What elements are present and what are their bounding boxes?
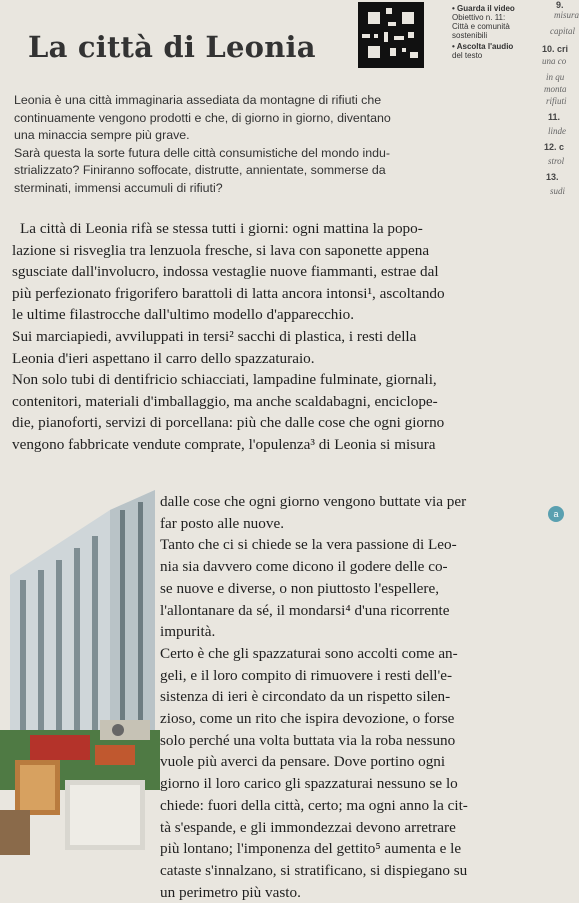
- text-line: Tanto che ci si chiede se la vera passione di Leo-: [160, 536, 457, 554]
- main-text: [12, 218, 552, 456]
- margin-notes: 9. misura capital 10. cri una co in qu monta rifiuti 11. linde 12. c strol 13. sudi: [542, 0, 579, 196]
- text-line: die, pianoforti, servizi di porcellana: più che dalle cose che ogni giorno: [12, 414, 445, 432]
- text-line: sistenza di ieri è circondato da un rispetto silen-: [160, 688, 451, 706]
- text-line: impurità.: [160, 623, 216, 641]
- qr-code-icon[interactable]: [358, 2, 424, 68]
- text-line: chiede: fuori della città, certo; ma ogni anno la cit-: [160, 796, 468, 814]
- text-line: Non solo tubi di dentifricio schiacciati, lampadine fulminate, giornali,: [12, 371, 437, 389]
- text-line: vengono fabbricate vendute comprate, l'opulenza³ di Leonia si misura: [12, 435, 436, 453]
- intro-text: [14, 92, 514, 197]
- text-line: sgusciate dall'involucro, indossa vestaglie nuove fiammanti, estrae dal: [12, 263, 439, 281]
- text-line: cataste s'innalzano, si stratificano, si dispiegano su: [160, 861, 468, 879]
- intro-line: strializzato? Finiranno soffocate, distrutte, annientate, sommerse da: [14, 163, 386, 177]
- text-line: lazione si risveglia tra lenzuola fresche, si lava con saponette appena: [12, 241, 430, 259]
- audio-link[interactable]: • Ascolta l'audio: [452, 42, 514, 51]
- text-line: Sui marciapiedi, avviluppati in tersi² sacchi di plastica, i resti della: [12, 327, 417, 345]
- text-line: se nuove e diverse, o non piuttosto l'espellere,: [160, 579, 439, 597]
- text-line: Certo è che gli spazzaturai sono accolti come an-: [160, 644, 458, 662]
- text-line: La città di Leonia rifà se stessa tutti i giorni: ogni mattina la popo-: [20, 220, 423, 237]
- text-line: geli, e il loro compito di rimuovere i resti dell'e-: [160, 666, 453, 684]
- intro-line: Sarà questa la sorte futura delle città consumistiche del mondo indu-: [14, 145, 391, 160]
- text-line: giorno il loro carico gli spazzaturai nessuno se lo: [160, 775, 458, 793]
- text-line: più perfezionato frigorifero barattoli di latta ancora intonsi¹, ascoltando: [12, 284, 445, 302]
- text-line: un perimetro più vasto.: [160, 883, 301, 901]
- intro-line: Leonia è una città immaginaria assediata da montagne di rifiuti che: [14, 93, 382, 107]
- illustration-waste-building: [0, 480, 160, 875]
- text-line: tà s'espande, e gli immondezzai devono arretrare: [160, 818, 456, 836]
- qr-notes: • Guarda il video Obiettivo n. 11: Città e comunità sostenibili • Ascolta l'audio del testo: [452, 4, 542, 60]
- side-badge-icon: a: [548, 506, 564, 522]
- column-text: [160, 491, 545, 903]
- text-line: l'allontanare da sé, il mondarsi⁴ d'una ricorrente: [160, 601, 450, 619]
- intro-line: sterminati, immensi accumuli di rifiuti?: [14, 180, 223, 195]
- page-title: La città di Leonia: [28, 30, 316, 64]
- text-line: nia sia davvero come dicono il godere delle co-: [160, 558, 448, 576]
- text-line: solo perché una volta buttata via la roba nessuno: [160, 731, 456, 749]
- text-line: zioso, come un rito che ispira devozione, o forse: [160, 710, 455, 728]
- video-link[interactable]: • Guarda il video: [452, 4, 515, 13]
- text-line: contenitori, materiali d'imballaggio, ma anche scaldabagni, enciclope-: [12, 392, 438, 410]
- intro-line: una minaccia sempre più grave.: [14, 128, 190, 142]
- text-line: Leonia d'ieri aspettano il carro dello spazzaturaio.: [12, 349, 315, 367]
- text-line: le ultime filastrocche dall'ultimo modello d'apparecchio.: [12, 306, 355, 324]
- text-line: dalle cose che ogni giorno vengono buttate via per: [160, 493, 467, 510]
- intro-line: continuamente vengono prodotti e che, di giorno in giorno, diventano: [14, 110, 391, 125]
- text-line: più lontano; l'imponenza del gettito⁵ aumenta e le: [160, 840, 462, 858]
- text-line: vuole più averci da pensare. Dove portino ogni: [160, 753, 446, 771]
- text-line: far posto alle nuove.: [160, 514, 284, 532]
